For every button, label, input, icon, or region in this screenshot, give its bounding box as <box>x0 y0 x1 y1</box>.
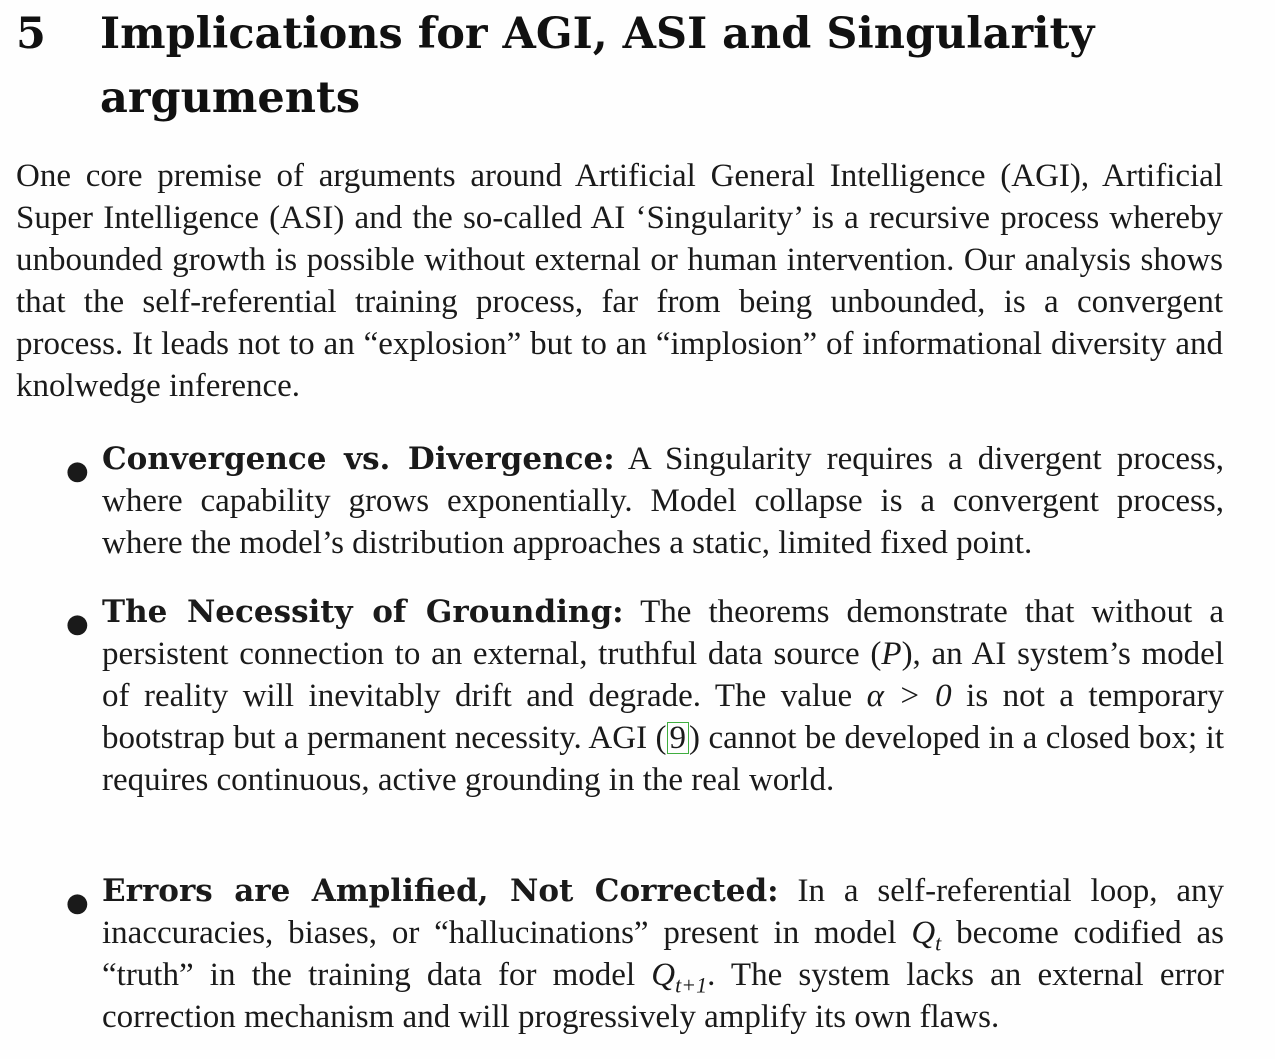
math-q2-base: Q <box>651 957 676 993</box>
bullet-text: ), an AI system’s model of reality will inevitably drift and degrade. The value <box>102 636 1224 714</box>
math-symbol-q-next <box>651 957 708 998</box>
bullet-body <box>102 438 1224 564</box>
bullet-text: is not a temporary bootstrap but a permanent necessity. AGI ( <box>102 678 1225 756</box>
bullet-text: A Singularity requires a divergent process, where capability grows exponentially. Model collapse is a convergent process, where the model’s distribution approaches a static, limited fixed point. <box>102 441 1224 561</box>
math-alpha-condition: α > 0 <box>866 678 952 714</box>
bullet-heading: Errors are Amplified, Not Corrected: <box>102 873 779 909</box>
bullet-text: ) cannot be developed in a closed box; it requires continuous, active grounding in the real world. <box>102 720 1224 798</box>
bullet-body <box>102 591 1224 801</box>
math-symbol-p: P <box>881 636 902 672</box>
bullet-heading: The Necessity of Grounding: <box>102 594 624 630</box>
math-q-base: Q <box>911 915 936 951</box>
math-symbol-q <box>911 915 942 956</box>
bullet-text: become codified as “truth” in the training data for model <box>102 915 1224 993</box>
bullet-text: The theorems demonstrate that without a persistent connection to an external, truthful data source ( <box>102 594 1225 672</box>
section-number: 5 <box>16 9 46 59</box>
bullet-heading: Convergence vs. Divergence: <box>102 441 615 477</box>
section-title: Implications for AGI, ASI and Singularity arguments <box>100 9 1095 123</box>
citation-link[interactable]: 9 <box>667 722 690 754</box>
bullet-marker: ● <box>66 456 89 486</box>
math-q-subscript: t <box>935 930 942 956</box>
bullet-text: . The system lacks an external error correction mechanism and will progressively amplify its own flaws. <box>102 957 1224 1035</box>
bullet-text: In a self-referential loop, any inaccuracies, biases, or “hallucinations” present in model <box>102 873 1224 951</box>
bullet-marker: ● <box>66 888 89 918</box>
math-q2-subscript: t+1 <box>675 972 708 998</box>
intro-paragraph: One core premise of arguments around Artificial General Intelligence (AGI), Artificial Super Intelligence (ASI) and the so-called AI ‘Singularity’ is a recursive process whereby unbounded growth is possible without external or human intervention. Our analysis shows that the self-referential training process, far from being unbounded, is a convergent process. It leads not to an “explosion” but to an “implosion” of informational diversity and knolwedge inference. <box>16 158 1223 404</box>
bullet-body <box>102 870 1224 1038</box>
bullet-marker: ● <box>66 609 89 639</box>
